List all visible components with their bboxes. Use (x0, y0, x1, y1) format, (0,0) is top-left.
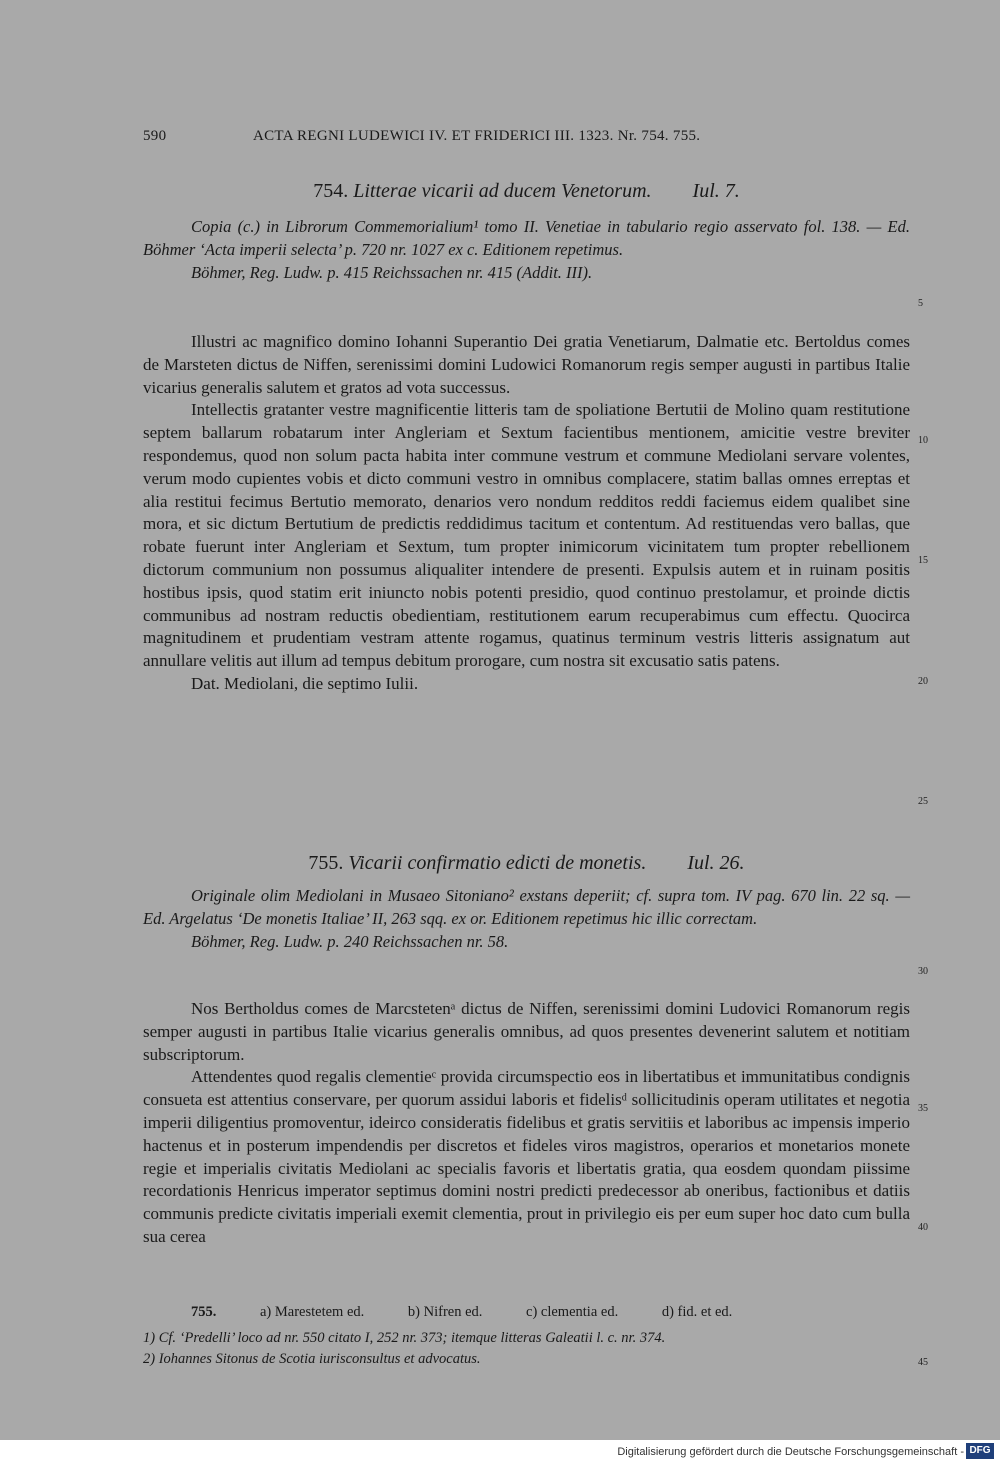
doc-754-source-2: Böhmer, Reg. Ludw. p. 415 Reichssachen nr. 415 (Addit. III). (191, 263, 593, 282)
doc-754-heading (143, 180, 910, 203)
doc-755-body (143, 998, 910, 1249)
doc-754-number: 754. (313, 180, 349, 202)
doc-755-heading (143, 852, 910, 875)
line-number: 20 (918, 676, 928, 687)
footnotes (143, 1302, 910, 1370)
doc-755-source-2: Böhmer, Reg. Ludw. p. 240 Reichssachen nr. 58. (191, 932, 509, 951)
running-title: ACTA REGNI LUDEWICI IV. ET FRIDERICI III. 1323. Nr. 754. 755. (253, 128, 701, 144)
variant-notes (143, 1302, 910, 1323)
doc-754-para-2: Intellectis gratanter vestre magnificentie litteris tam de spoliatione Bertutii de Molino quam restitutione septem ballarum robatarum inter Angleriam et Sextum facientibus mentionem, amicitie vestre breviter respondemus, quod non solum pacta habita inter commune vestrum et commune Mediolani servare volentes, verum modo cupientes vobis et dicto communi vestro in omnibus complacere, statim ballas omnes erreptas et alia restitui fecimus Bertutio memorato, denarios vero nondum redditos reddi faciemus eidem qualibet sine mora, et sic dictum Bertutium de predictis reddidimus tacitum et contentum. Ad restituendas vero ballas, que robate fuerunt inter Angleriam et Sextum, tum propter inimicorum vicinitatem tum propter rebellionem dictorum communium non possumus aliqualiter intendere de presenti. Expulsis autem et in ruinam positis hostibus ipsis, quod statim erit iniuncto nobis potenti presidio, quod continuo prestolamur, et proinde dictis communibus ad nostram reductis obedientiam, restitutionem earum recuperabimus cum effectu. Quocirca magnitudinem et prudentiam vestram attente rogamus, quatinus terminum vestris litteris assignatum aut annullare velitis aut illum ad tempus debitum prorogare, cum nostra sit excusatio satis patens. (143, 400, 910, 671)
funding-credit: Digitalisierung gefördert durch die Deutsche Forschungsgemeinschaft - (617, 1446, 964, 1458)
line-number: 45 (918, 1357, 928, 1368)
doc-754-title: Litterae vicarii ad ducem Venetorum. (353, 180, 652, 202)
dfg-logo-icon: DFG (966, 1443, 994, 1459)
line-number: 35 (918, 1103, 928, 1114)
doc-755-number: 755. (308, 852, 344, 874)
variant-b: b) Nifren ed. (407, 1304, 483, 1320)
footnote-2: 2) Iohannes Sitonus de Scotia iurisconsultus et advocatus. (143, 1351, 481, 1367)
doc-755-para-2: Attendentes quod regalis clementieᶜ provida circumspectio eos in libertatibus et immunitatibus condignis consueta est attentius conservare, per quorum assidui laboris et fidelisᵈ sollicitudinis operam utilitates et negotia imperii diligentius promoventur, ideirco consideratis fidelibus et gratis servitiis et laboribus ac impensis imperio hactenus et in posterum impendendis per discretos et fideles viros magistros, operarios et monetarios monete regie et imperialis civitatis Mediolani ac specialis favoris et libertatis gratia, qua eosdem quondam piissime recordationis Henricus imperator septimus domini nostri predicti predecessor ab oneribus, factionibus et datiis communis predicte civitatis imperiali exemit clementia, prout in privilegio eis per eum super hoc dato cum bulla sua cerea (143, 1067, 910, 1246)
variant-c: c) clementia ed. (526, 1304, 619, 1320)
line-number: 30 (918, 966, 928, 977)
page-number: 590 (143, 128, 167, 144)
line-number: 15 (918, 555, 928, 566)
doc-754-para-3: Dat. Mediolani, die septimo Iulii. (191, 673, 419, 693)
doc-755-source-1: Originale olim Mediolani in Musaeo Sitoniano² exstans deperiit; cf. supra tom. IV pag. 670 lin. 22 sq. — Ed. Argelatus ‘De monetis Italiae’ II, 263 sqq. ex or. Editionem repetimus hic illic correctam. (143, 886, 910, 928)
line-number: 10 (918, 435, 928, 446)
doc-754-date: Iul. 7. (692, 180, 740, 202)
doc-754-source (143, 216, 910, 285)
digitization-footer (0, 1440, 1000, 1465)
doc-755-para-1: Nos Bertholdus comes de Marcstetenᵃ dictus de Niffen, serenissimi domini Ludovici Romanorum regis semper augusti in partibus Italie vicarius generalis omnibus, ad quos presentes devenerint salutem et notitiam subscriptorum. (143, 999, 910, 1064)
doc-755-title: Vicarii confirmatio edicti de monetis. (348, 852, 647, 874)
doc-755-date: Iul. 26. (687, 852, 745, 874)
line-number: 40 (918, 1222, 928, 1233)
doc-754-source-1: Copia (c.) in Librorum Commemorialium¹ tomo II. Venetiae in tabulario regio asservato fol. 138. — Ed. Böhmer ‘Acta imperii selecta’ p. 720 nr. 1027 ex c. Editionem repetimus. (143, 217, 910, 259)
variant-a: a) Marestetem ed. (260, 1304, 365, 1320)
doc-754-para-1: Illustri ac magnifico domino Iohanni Superantio Dei gratia Venetiarum, Dalmatie etc. Bertoldus comes de Marsteten dictus de Niffen, serenissimi domini Ludowici Romanorum regis semper augusti in partibus Italie vicarius generalis salutem et gratos ad vota successus. (143, 332, 910, 397)
footnote-1: 1) Cf. ‘Predelli’ loco ad nr. 550 citato I, 252 nr. 373; itemque litteras Galeatii l. c. nr. 374. (143, 1330, 666, 1346)
line-number: 5 (918, 298, 923, 309)
variant-notes-label: 755. (191, 1304, 217, 1320)
variant-d: d) fid. et ed. (661, 1304, 733, 1320)
line-number: 25 (918, 796, 928, 807)
doc-755-source (143, 885, 910, 954)
doc-754-body (143, 331, 910, 696)
